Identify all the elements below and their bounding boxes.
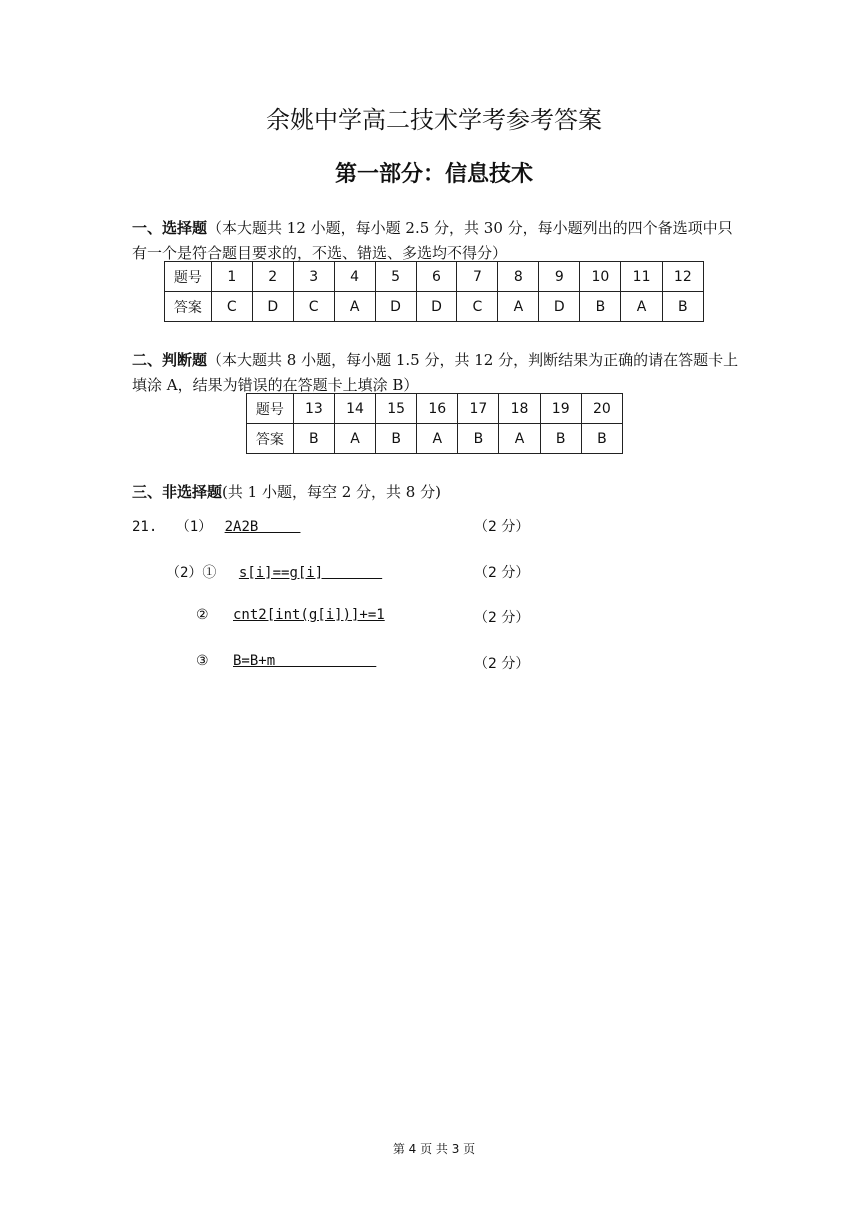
section2-heading: 二、判断题 bbox=[132, 351, 208, 369]
answer-cell: A bbox=[334, 292, 375, 322]
answer-text: B=B+m bbox=[233, 653, 377, 669]
section2-intro bbox=[132, 348, 742, 398]
main-title: 余姚中学高二技术学考参考答案 bbox=[266, 106, 602, 134]
answer-cell: C bbox=[293, 292, 334, 322]
question-number: 3 bbox=[293, 262, 334, 292]
question-number: 5 bbox=[375, 262, 416, 292]
answer-cell: C bbox=[211, 292, 252, 322]
question-number: 16 bbox=[417, 394, 458, 424]
answer-cell: A bbox=[499, 424, 540, 454]
answer-cell: B bbox=[662, 292, 703, 322]
answer-cell: B bbox=[293, 424, 334, 454]
question-number-row bbox=[247, 394, 623, 424]
answer-cell: A bbox=[334, 424, 375, 454]
answer-cell: A bbox=[498, 292, 539, 322]
true-false-answer-table bbox=[246, 393, 623, 454]
question-number: 12 bbox=[662, 262, 703, 292]
answer-cell: D bbox=[539, 292, 580, 322]
answer-line-1 bbox=[132, 516, 300, 536]
blank-marker: ③ bbox=[196, 653, 209, 669]
answer-line-3 bbox=[196, 607, 385, 623]
answer-cell: A bbox=[621, 292, 662, 322]
page-footer: 第 4 页 共 3 页 bbox=[392, 1142, 476, 1156]
question-number: 4 bbox=[334, 262, 375, 292]
answer-cell: B bbox=[540, 424, 581, 454]
question-number-row bbox=[165, 262, 704, 292]
question-number: 14 bbox=[334, 394, 375, 424]
question-number: 17 bbox=[458, 394, 499, 424]
answer-text: s[i]==g[i] bbox=[238, 565, 383, 581]
question-number: 9 bbox=[539, 262, 580, 292]
score-label: （2 分） bbox=[474, 519, 530, 535]
answer-cell: B bbox=[376, 424, 417, 454]
answer-row bbox=[165, 292, 704, 322]
answer-cell: D bbox=[252, 292, 293, 322]
question-number: 10 bbox=[580, 262, 621, 292]
answer-line-4 bbox=[196, 653, 376, 669]
question-number: 15 bbox=[376, 394, 417, 424]
question-number: 11 bbox=[621, 262, 662, 292]
answer-cell: A bbox=[417, 424, 458, 454]
answer-text: 2A2B bbox=[224, 519, 301, 535]
section1-heading: 一、选择题 bbox=[132, 219, 208, 237]
question-number: 2 bbox=[252, 262, 293, 292]
part-label: （1） bbox=[175, 519, 213, 535]
question-number: 19 bbox=[540, 394, 581, 424]
score-label: （2 分） bbox=[474, 610, 530, 626]
row-label-question: 题号 bbox=[165, 262, 212, 292]
question-number: 7 bbox=[457, 262, 498, 292]
row-label-answer: 答案 bbox=[165, 292, 212, 322]
section3-desc: (共 1 小题，每空 2 分，共 8 分) bbox=[222, 483, 441, 501]
answer-cell: B bbox=[458, 424, 499, 454]
answer-cell: B bbox=[581, 424, 622, 454]
section2-desc: （本大题共 8 小题，每小题 1.5 分，共 12 分，判断结果为正确的请在答题卡上填涂 A，结果为错误的在答题卡上填涂 B） bbox=[132, 351, 739, 394]
multiple-choice-answer-table bbox=[164, 261, 704, 322]
question-number: 21. bbox=[132, 519, 158, 535]
answer-cell: C bbox=[457, 292, 498, 322]
answer-cell: D bbox=[375, 292, 416, 322]
blank-marker: ② bbox=[196, 607, 209, 623]
section1-desc: （本大题共 12 小题，每小题 2.5 分，共 30 分，每小题列出的四个备选项中只有一个是符合题目要求的，不选、错选、多选均不得分） bbox=[132, 219, 733, 262]
question-number: 13 bbox=[293, 394, 334, 424]
section1-intro bbox=[132, 216, 742, 266]
question-number: 6 bbox=[416, 262, 457, 292]
question-number: 1 bbox=[211, 262, 252, 292]
score-label: （2 分） bbox=[474, 565, 530, 581]
question-number: 8 bbox=[498, 262, 539, 292]
answer-cell: D bbox=[416, 292, 457, 322]
question-number: 18 bbox=[499, 394, 540, 424]
section3-heading: 三、非选择题 bbox=[132, 483, 223, 501]
answer-cell: B bbox=[580, 292, 621, 322]
answer-row bbox=[247, 424, 623, 454]
answer-line-2 bbox=[166, 562, 382, 582]
score-label: （2 分） bbox=[474, 656, 530, 672]
question-number: 20 bbox=[581, 394, 622, 424]
answer-text: cnt2[int(g[i])]+=1 bbox=[233, 607, 385, 623]
sub-title: 第一部分：信息技术 bbox=[334, 162, 533, 187]
part-label: （2）① bbox=[166, 565, 217, 581]
section3-intro bbox=[132, 480, 742, 505]
row-label-question: 题号 bbox=[247, 394, 294, 424]
row-label-answer: 答案 bbox=[247, 424, 294, 454]
